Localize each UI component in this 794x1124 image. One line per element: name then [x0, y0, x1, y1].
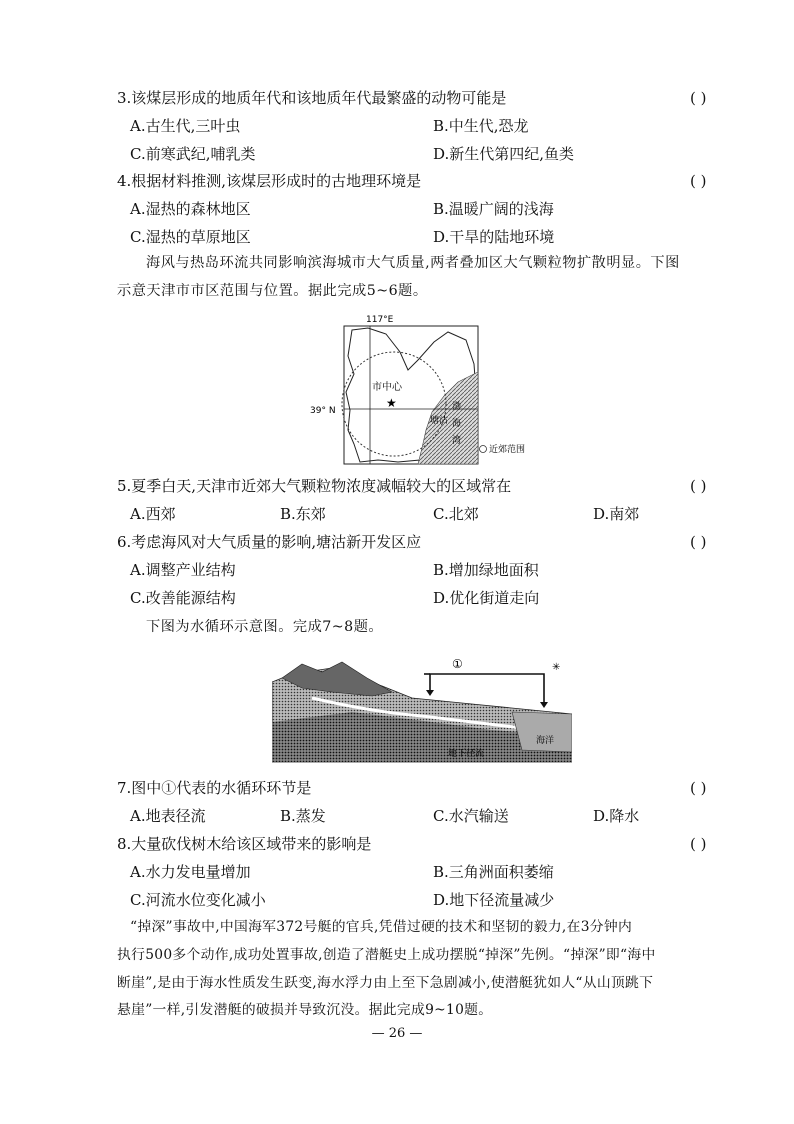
passage-3-line-2: 执行500多个动作,成功处置事故,创造了潜艇史上成功摆脱“掉深”先例。“掉深”即“海中 — [117, 947, 656, 963]
ocean-label: 海洋 — [536, 736, 555, 746]
answer-blank-6[interactable]: ( ) — [690, 533, 707, 551]
option-7b[interactable]: B.蒸发 — [280, 807, 326, 825]
option-8a[interactable]: A.水力发电量增加 — [130, 863, 251, 881]
option-5a[interactable]: A.西郊 — [130, 505, 176, 523]
legend-label: 近郊范围 — [489, 445, 526, 455]
longitude-label: 117°E — [366, 315, 394, 325]
city-center-star-icon: ★ — [386, 396, 397, 410]
bohai-label-2: 海 — [452, 419, 462, 429]
option-8b[interactable]: B.三角洲面积萎缩 — [433, 863, 554, 881]
option-6d[interactable]: D.优化街道走向 — [433, 589, 540, 607]
passage-3-line-4: 悬崖”一样,引发潜艇的破损并导致沉没。据此完成9~10题。 — [117, 1002, 493, 1018]
arrow-head-down-right-icon — [540, 702, 548, 708]
option-6b[interactable]: B.增加绿地面积 — [433, 561, 539, 579]
legend-circle-icon — [480, 446, 487, 453]
passage-1-line-2: 示意天津市市区范围与位置。据此完成5~6题。 — [117, 283, 428, 299]
question-7-stem: 7.图中①代表的水循环环节是 — [117, 779, 312, 797]
question-6-stem: 6.考虑海风对大气质量的影响,塘沽新开发区应 — [117, 533, 422, 551]
tanggu-label: 塘沽 — [430, 416, 449, 426]
option-8c[interactable]: C.河流水位变化减小 — [130, 891, 266, 909]
ocean-area — [512, 712, 572, 752]
option-4a[interactable]: A.湿热的森林地区 — [130, 200, 251, 218]
option-3a[interactable]: A.古生代,三叶虫 — [130, 117, 241, 135]
option-5d[interactable]: D.南郊 — [593, 505, 640, 523]
option-3d[interactable]: D.新生代第四纪,鱼类 — [433, 145, 575, 163]
ground-flow-label: 地下径流 — [448, 749, 485, 759]
water-cycle-diagram — [272, 652, 572, 770]
label-1: ① — [452, 657, 463, 671]
question-4-stem: 4.根据材料推测,该煤层形成时的古地理环境是 — [117, 172, 422, 190]
answer-blank-8[interactable]: ( ) — [690, 835, 707, 853]
tianjin-map — [308, 312, 560, 468]
arrow-head-down-left-icon — [426, 690, 434, 696]
city-center-label: 市中心 — [372, 382, 402, 393]
bohai-label-1: 渤 — [452, 402, 462, 412]
question-5-stem: 5.夏季白天,天津市近郊大气颗粒物浓度减幅较大的区域常在 — [117, 477, 512, 495]
page-number: — 26 — — [371, 1026, 423, 1041]
passage-3-line-1: “掉深”事故中,中国海军372号艇的官兵,凭借过硬的技术和坚韧的毅力,在3分钟内 — [130, 919, 633, 935]
option-7d[interactable]: D.降水 — [593, 807, 640, 825]
option-3c[interactable]: C.前寒武纪,哺乳类 — [130, 145, 256, 163]
option-5b[interactable]: B.东郊 — [280, 505, 326, 523]
vapor-transport-arrow — [430, 674, 544, 702]
question-8-stem: 8.大量砍伐树木给该区域带来的影响是 — [117, 835, 372, 853]
option-5c[interactable]: C.北郊 — [433, 505, 479, 523]
option-8d[interactable]: D.地下径流量减少 — [433, 891, 555, 909]
bohai-label-3: 湾 — [452, 436, 462, 446]
option-3b[interactable]: B.中生代,恐龙 — [433, 117, 529, 135]
answer-blank-7[interactable]: ( ) — [690, 779, 707, 797]
answer-blank-3[interactable]: ( ) — [690, 89, 707, 107]
option-7c[interactable]: C.水汽输送 — [433, 807, 509, 825]
option-4b[interactable]: B.温暖广阔的浅海 — [433, 200, 554, 218]
option-6a[interactable]: A.调整产业结构 — [130, 561, 236, 579]
question-3-stem: 3.该煤层形成的地质年代和该地质年代最繁盛的动物可能是 — [117, 89, 507, 107]
option-7a[interactable]: A.地表径流 — [130, 807, 206, 825]
passage-3-line-3: 断崖”,是由于海水性质发生跃变,海水浮力由上至下急剧减小,使潜艇犹如人“从山顶跳下 — [117, 975, 654, 991]
passage-2-line-1: 下图为水循环示意图。完成7~8题。 — [146, 619, 384, 635]
option-6c[interactable]: C.改善能源结构 — [130, 589, 236, 607]
option-4d[interactable]: D.干旱的陆地环境 — [433, 228, 555, 246]
passage-1-line-1: 海风与热岛环流共同影响滨海城市大气质量,两者叠加区大气颗粒物扩散明显。下图 — [146, 255, 680, 271]
latitude-label: 39° N — [310, 406, 336, 416]
answer-blank-4[interactable]: ( ) — [690, 172, 707, 190]
option-4c[interactable]: C.湿热的草原地区 — [130, 228, 251, 246]
answer-blank-5[interactable]: ( ) — [690, 477, 707, 495]
sun-icon: ✳ — [552, 662, 561, 673]
